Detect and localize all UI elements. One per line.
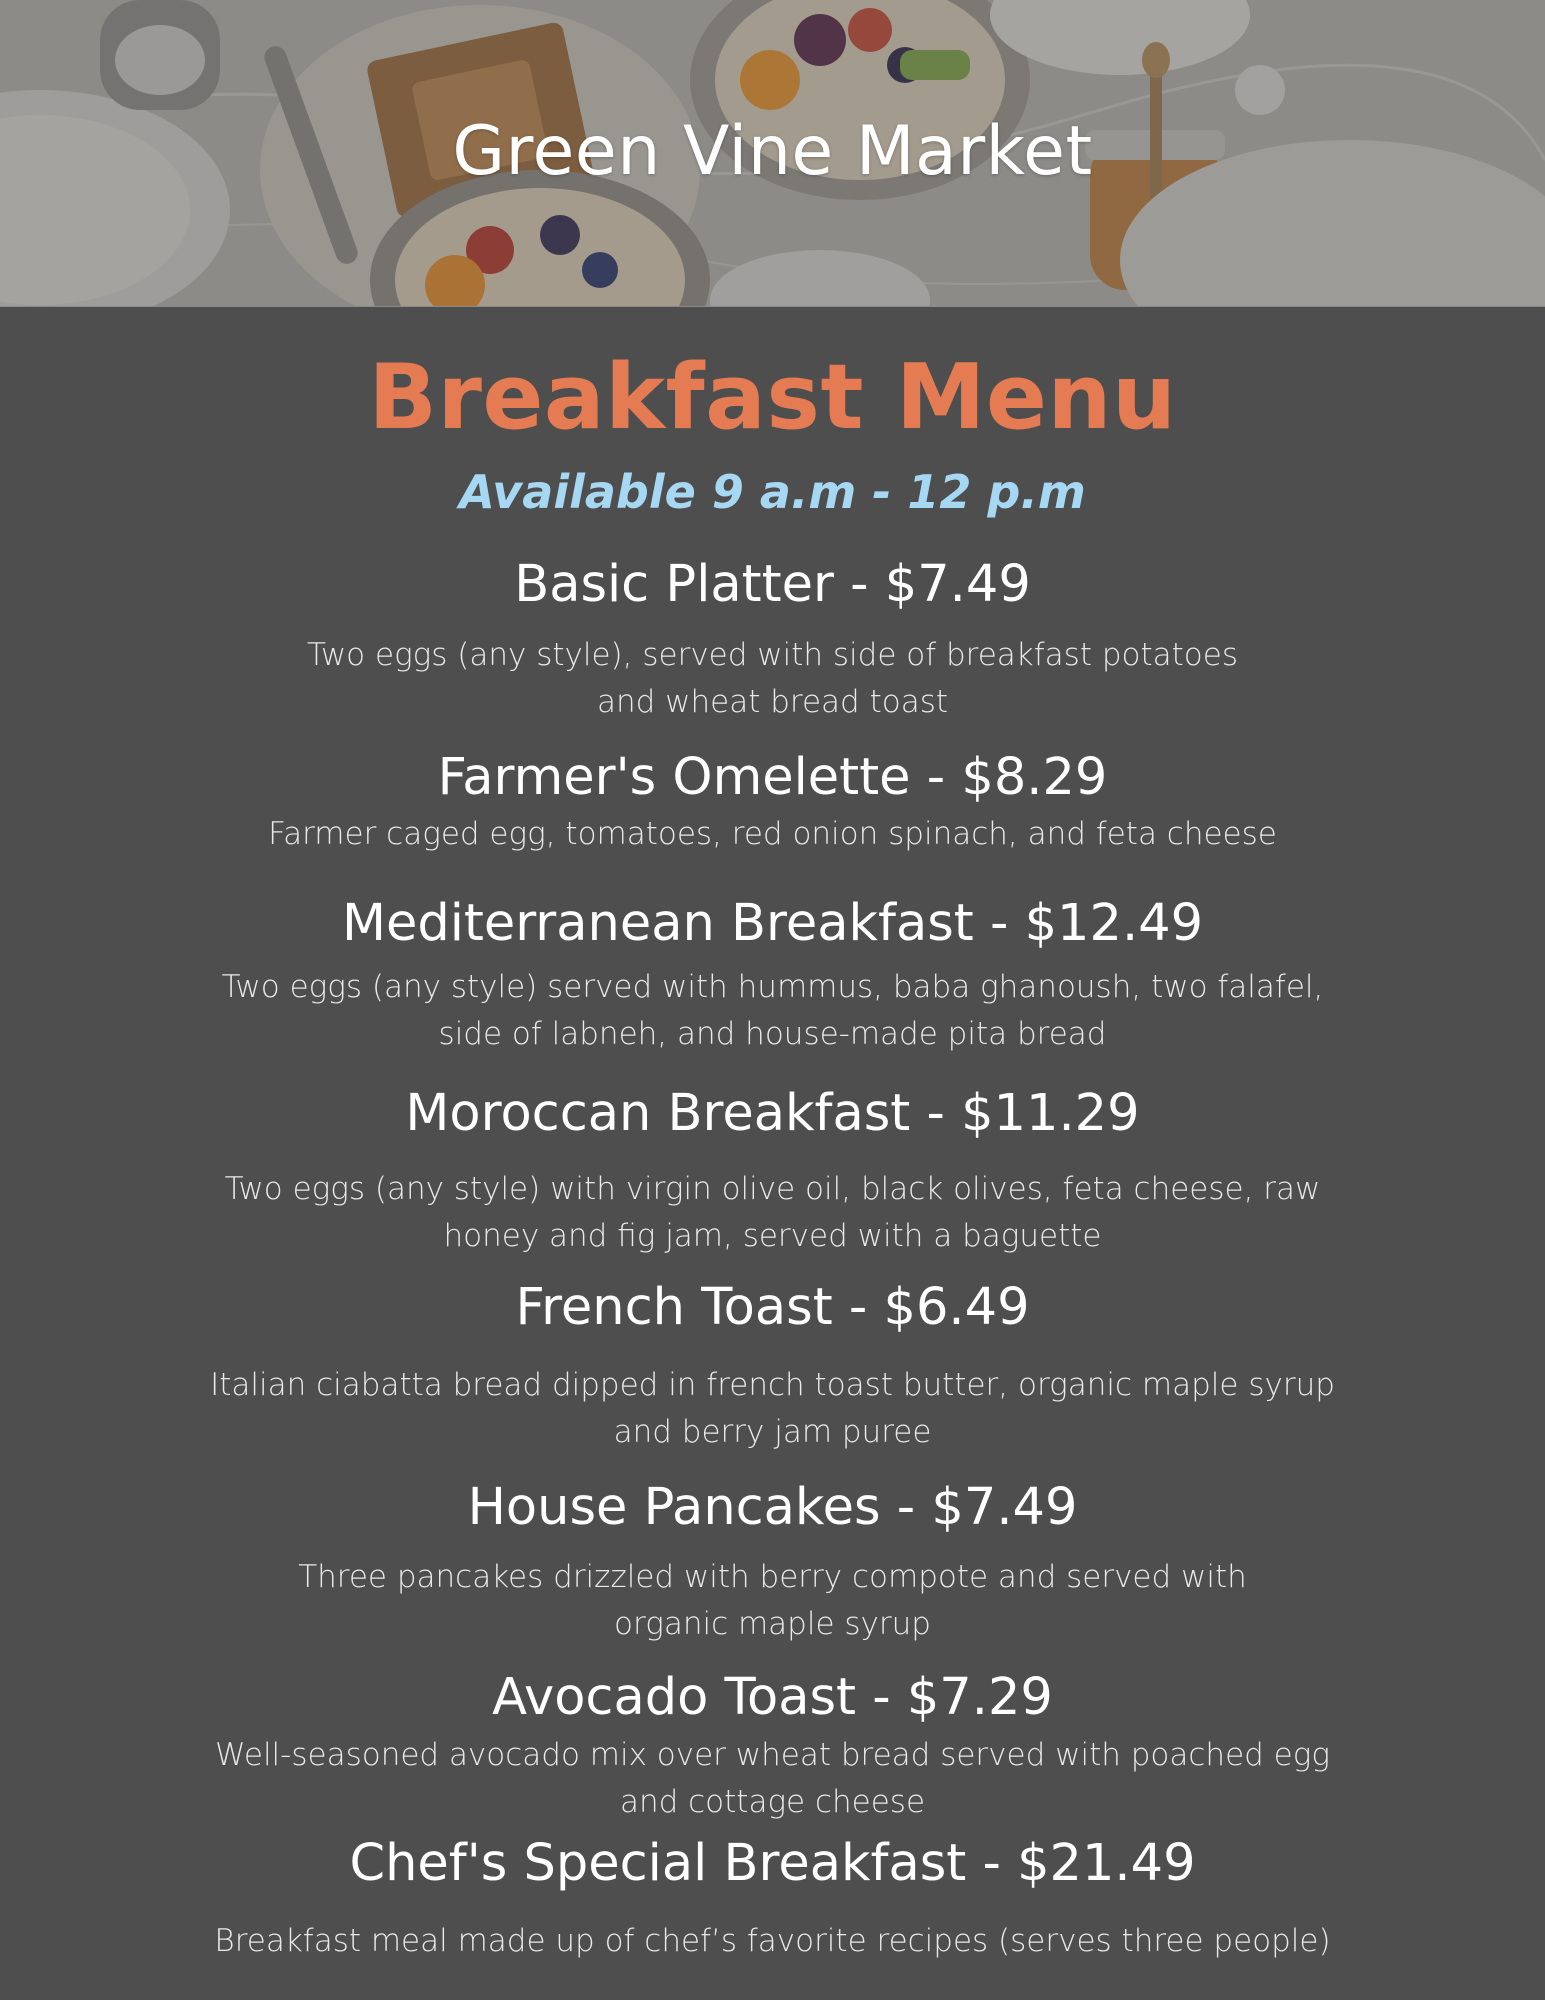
menu-title: Breakfast Menu <box>368 345 1177 450</box>
menu-item-description <box>190 1732 1355 1826</box>
menu-item-description-line: Two eggs (any style) with virgin olive oil, black olives, feta cheese, raw <box>224 1171 1321 1207</box>
menu-item-description-line: and berry jam puree <box>613 1414 932 1450</box>
menu-item-name: French Toast - $6.49 <box>515 1278 1030 1337</box>
menu-item-description-line: Well-seasoned avocado mix over wheat bread served with poached egg <box>215 1737 1330 1773</box>
menu-item-description-line: and cottage cheese <box>619 1784 926 1820</box>
menu-item-name: Avocado Toast - $7.29 <box>492 1668 1053 1727</box>
menu-item-name: Farmer's Omelette - $8.29 <box>437 748 1108 807</box>
menu-item-description-line: Italian ciabatta bread dipped in french toast butter, organic maple syrup <box>210 1367 1335 1403</box>
menu-item-description-line: Three pancakes drizzled with berry compote and served with <box>298 1559 1247 1595</box>
menu-item-description-line: Two eggs (any style), served with side of breakfast potatoes <box>307 637 1238 673</box>
menu-item-name: House Pancakes - $7.49 <box>467 1478 1078 1537</box>
menu-item-name: Basic Platter - $7.49 <box>514 555 1031 614</box>
menu-item-name: Chef's Special Breakfast - $21.49 <box>349 1834 1196 1893</box>
menu-item-description-line: organic maple syrup <box>614 1606 931 1642</box>
menu-item-description-line: Farmer caged egg, tomatoes, red onion spinach, and feta cheese <box>268 816 1277 852</box>
menu-item-description-line: and wheat bread toast <box>596 684 949 720</box>
menu-item-description <box>190 1554 1355 1648</box>
menu-item-description-line: honey and fig jam, served with a baguette <box>443 1218 1102 1254</box>
menu-item-description <box>190 632 1355 726</box>
menu-item-name: Moroccan Breakfast - $11.29 <box>405 1084 1140 1143</box>
menu-item-description <box>190 811 1355 858</box>
header-banner-photo <box>0 0 1545 307</box>
menu-item-description <box>190 1362 1355 1456</box>
menu-hours: Available 9 a.m - 12 p.m <box>459 465 1086 519</box>
menu-item-description <box>190 1166 1355 1260</box>
menu-item-description-line: Two eggs (any style) served with hummus, baba ghanoush, two falafel, <box>221 969 1324 1005</box>
menu-item-description-line: Breakfast meal made up of chef’s favorite recipes (serves three people) <box>214 1923 1331 1959</box>
menu-item-description <box>190 964 1355 1058</box>
menu-item-description <box>190 1918 1355 1965</box>
store-name: Green Vine Market <box>452 112 1093 191</box>
menu-item-name: Mediterranean Breakfast - $12.49 <box>341 894 1204 953</box>
menu-item-description-line: side of labneh, and house-made pita bread <box>438 1016 1107 1052</box>
